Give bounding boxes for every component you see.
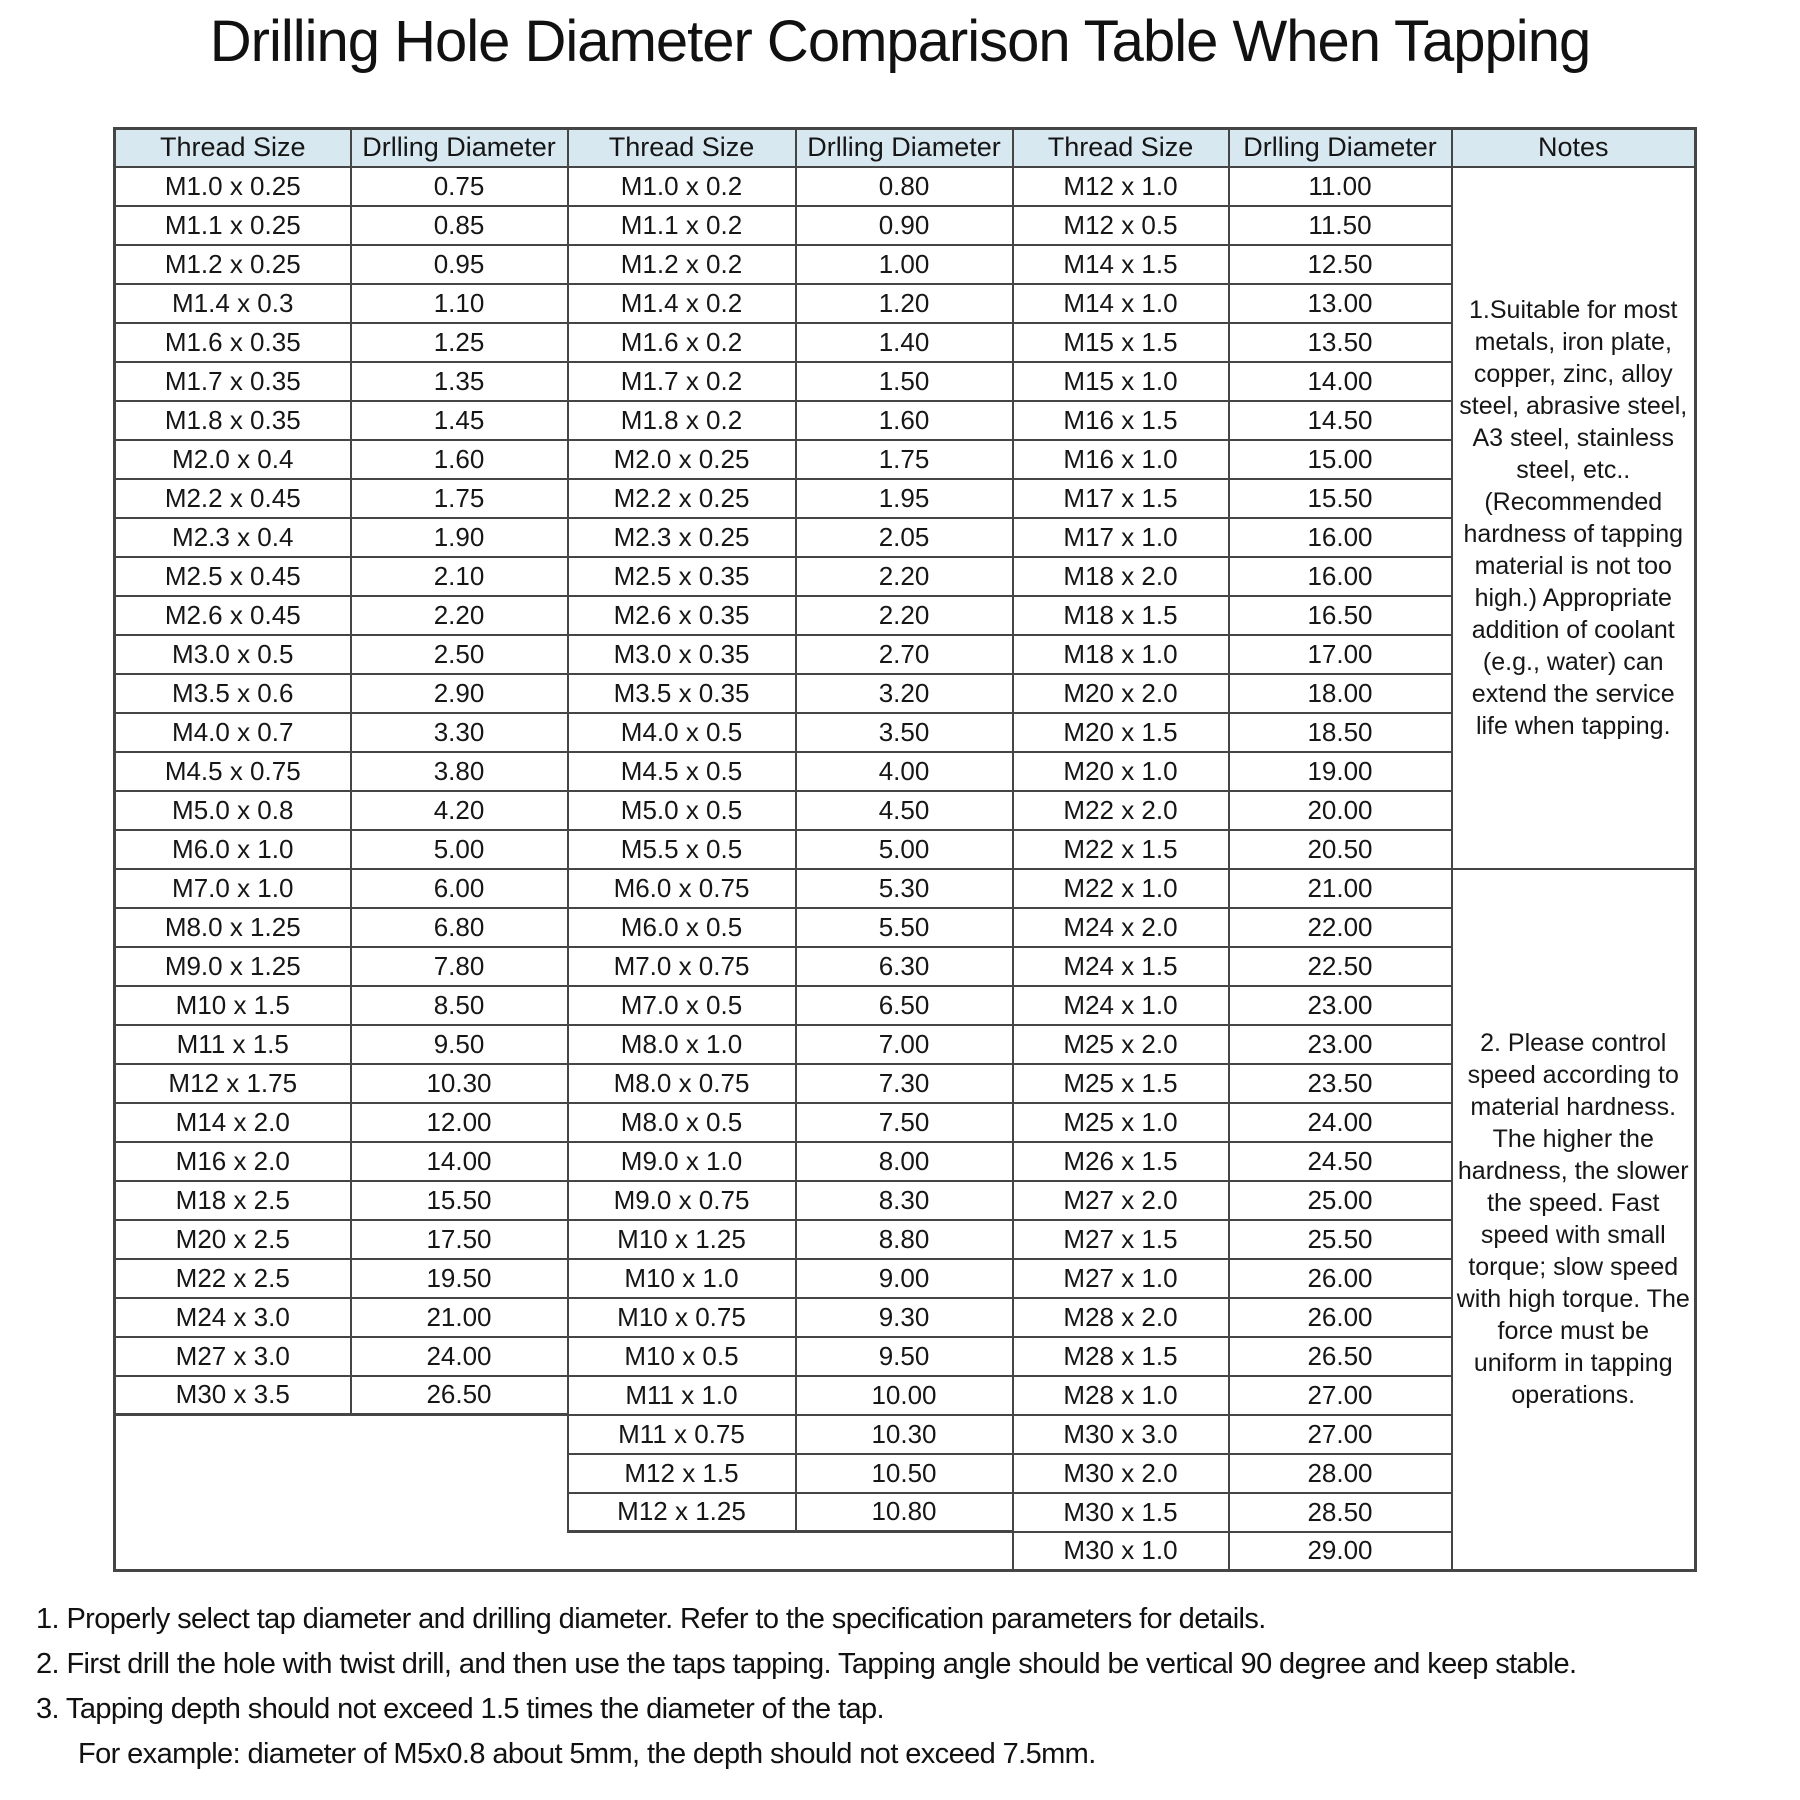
thread-size-cell: M1.8 x 0.2 [568,401,796,440]
header-thread-size-2: Thread Size [568,129,796,167]
thread-size-cell: M16 x 1.5 [1013,401,1229,440]
thread-size-cell: M1.2 x 0.2 [568,245,796,284]
drilling-diameter-cell: 2.70 [796,635,1013,674]
thread-size-cell: M1.7 x 0.35 [115,362,351,401]
drilling-diameter-cell: 1.20 [796,284,1013,323]
drilling-diameter-cell: 12.50 [1229,245,1452,284]
drilling-diameter-cell: 1.60 [351,440,568,479]
empty-cell [115,1454,351,1493]
header-drilling-diameter-1: Drlling Diameter [351,129,568,167]
drilling-diameter-cell: 3.30 [351,713,568,752]
thread-size-cell: M10 x 1.0 [568,1259,796,1298]
drilling-diameter-cell: 11.00 [1229,167,1452,206]
thread-size-cell: M14 x 1.5 [1013,245,1229,284]
thread-size-cell: M2.5 x 0.45 [115,557,351,596]
thread-size-cell: M9.0 x 1.25 [115,947,351,986]
empty-cell [115,1532,351,1571]
thread-size-cell: M22 x 1.5 [1013,830,1229,869]
drilling-diameter-cell: 5.00 [351,830,568,869]
footnote-line: For example: diameter of M5x0.8 about 5mm, the depth should not exceed 7.5mm. [78,1738,1096,1770]
drilling-diameter-cell: 20.00 [1229,791,1452,830]
drilling-diameter-cell: 18.50 [1229,713,1452,752]
drilling-diameter-cell: 1.10 [351,284,568,323]
thread-size-cell: M25 x 1.0 [1013,1103,1229,1142]
header-drilling-diameter-2: Drlling Diameter [796,129,1013,167]
drilling-diameter-cell: 10.80 [796,1493,1013,1532]
thread-size-cell: M20 x 1.5 [1013,713,1229,752]
tapping-spec-table [113,127,1697,1572]
drilling-diameter-cell: 8.80 [796,1220,1013,1259]
drilling-diameter-cell: 6.00 [351,869,568,908]
footnote-line: 3. Tapping depth should not exceed 1.5 times the diameter of the tap. [36,1693,885,1725]
drilling-diameter-cell: 11.50 [1229,206,1452,245]
drilling-diameter-cell: 13.00 [1229,284,1452,323]
thread-size-cell: M18 x 2.5 [115,1181,351,1220]
empty-cell [568,1532,796,1571]
drilling-diameter-cell: 7.00 [796,1025,1013,1064]
thread-size-cell: M10 x 0.5 [568,1337,796,1376]
thread-size-cell: M5.5 x 0.5 [568,830,796,869]
footnote-line: 2. First drill the hole with twist drill, and then use the taps tapping. Tapping angle should be vertical 90 degree and keep stable. [36,1648,1577,1680]
thread-size-cell: M26 x 1.5 [1013,1142,1229,1181]
drilling-diameter-cell: 0.75 [351,167,568,206]
drilling-diameter-cell: 4.50 [796,791,1013,830]
thread-size-cell: M24 x 2.0 [1013,908,1229,947]
thread-size-cell: M6.0 x 0.75 [568,869,796,908]
thread-size-cell: M11 x 1.5 [115,1025,351,1064]
drilling-diameter-cell: 7.30 [796,1064,1013,1103]
drilling-diameter-cell: 10.30 [351,1064,568,1103]
drilling-diameter-cell: 8.30 [796,1181,1013,1220]
thread-size-cell: M30 x 3.5 [115,1376,351,1415]
drilling-diameter-cell: 9.50 [796,1337,1013,1376]
thread-size-cell: M18 x 2.0 [1013,557,1229,596]
thread-size-cell: M30 x 2.0 [1013,1454,1229,1493]
drilling-diameter-cell: 1.75 [796,440,1013,479]
notes-cell-1: 1.Suitable for most metals, iron plate, copper, zinc, alloy steel, abrasive steel, A3 steel, stainless steel, etc..(Recommended hardness of tapping material is not too high.) Appropriate addition of coolant (e.g., water) can extend the service life when tapping. [1452,167,1696,869]
thread-size-cell: M25 x 1.5 [1013,1064,1229,1103]
thread-size-cell: M7.0 x 0.5 [568,986,796,1025]
thread-size-cell: M1.8 x 0.35 [115,401,351,440]
thread-size-cell: M30 x 3.0 [1013,1415,1229,1454]
drilling-diameter-cell: 23.00 [1229,986,1452,1025]
drilling-diameter-cell: 24.50 [1229,1142,1452,1181]
thread-size-cell: M22 x 2.0 [1013,791,1229,830]
header-thread-size-1: Thread Size [115,129,351,167]
thread-size-cell: M1.6 x 0.2 [568,323,796,362]
thread-size-cell: M3.5 x 0.6 [115,674,351,713]
thread-size-cell: M5.0 x 0.8 [115,791,351,830]
drilling-diameter-cell: 7.80 [351,947,568,986]
thread-size-cell: M15 x 1.5 [1013,323,1229,362]
drilling-diameter-cell: 4.20 [351,791,568,830]
drilling-diameter-cell: 19.50 [351,1259,568,1298]
drilling-diameter-cell: 1.40 [796,323,1013,362]
header-notes: Notes [1452,129,1696,167]
drilling-diameter-cell: 5.50 [796,908,1013,947]
empty-cell [351,1493,568,1532]
thread-size-cell: M15 x 1.0 [1013,362,1229,401]
empty-cell [351,1415,568,1454]
thread-size-cell: M4.5 x 0.5 [568,752,796,791]
thread-size-cell: M4.0 x 0.7 [115,713,351,752]
drilling-diameter-cell: 7.50 [796,1103,1013,1142]
thread-size-cell: M11 x 1.0 [568,1376,796,1415]
thread-size-cell: M4.5 x 0.75 [115,752,351,791]
drilling-diameter-cell: 1.25 [351,323,568,362]
thread-size-cell: M12 x 1.25 [568,1493,796,1532]
thread-size-cell: M8.0 x 1.0 [568,1025,796,1064]
drilling-diameter-cell: 26.00 [1229,1298,1452,1337]
footnotes [36,1597,1800,1777]
thread-size-cell: M20 x 2.5 [115,1220,351,1259]
thread-size-cell: M2.3 x 0.4 [115,518,351,557]
drilling-diameter-cell: 0.80 [796,167,1013,206]
drilling-diameter-cell: 16.50 [1229,596,1452,635]
thread-size-cell: M2.6 x 0.45 [115,596,351,635]
thread-size-cell: M7.0 x 1.0 [115,869,351,908]
empty-cell [115,1493,351,1532]
drilling-diameter-cell: 28.50 [1229,1493,1452,1532]
header-drilling-diameter-3: Drlling Diameter [1229,129,1452,167]
drilling-diameter-cell: 12.00 [351,1103,568,1142]
thread-size-cell: M17 x 1.0 [1013,518,1229,557]
thread-size-cell: M14 x 1.0 [1013,284,1229,323]
drilling-diameter-cell: 27.00 [1229,1376,1452,1415]
drilling-diameter-cell: 1.60 [796,401,1013,440]
drilling-diameter-cell: 26.00 [1229,1259,1452,1298]
thread-size-cell: M27 x 1.5 [1013,1220,1229,1259]
drilling-diameter-cell: 29.00 [1229,1532,1452,1571]
thread-size-cell: M18 x 1.5 [1013,596,1229,635]
drilling-diameter-cell: 2.20 [796,557,1013,596]
thread-size-cell: M4.0 x 0.5 [568,713,796,752]
drilling-diameter-cell: 8.00 [796,1142,1013,1181]
drilling-diameter-cell: 1.35 [351,362,568,401]
thread-size-cell: M2.0 x 0.4 [115,440,351,479]
thread-size-cell: M12 x 0.5 [1013,206,1229,245]
thread-size-cell: M1.0 x 0.25 [115,167,351,206]
thread-size-cell: M28 x 1.5 [1013,1337,1229,1376]
thread-size-cell: M2.6 x 0.35 [568,596,796,635]
drilling-diameter-cell: 24.00 [1229,1103,1452,1142]
page-title: Drilling Hole Diameter Comparison Table When Tapping [209,9,1591,74]
thread-size-cell: M16 x 2.0 [115,1142,351,1181]
thread-size-cell: M1.4 x 0.2 [568,284,796,323]
drilling-diameter-cell: 3.50 [796,713,1013,752]
thread-size-cell: M5.0 x 0.5 [568,791,796,830]
thread-size-cell: M27 x 1.0 [1013,1259,1229,1298]
empty-cell [351,1532,568,1571]
notes-cell-2: 2. Please control speed according to material hardness. The higher the hardness, the slower the speed. Fast speed with small torque; slow speed with high torque. The force must be uniform in tapping operations. [1452,869,1696,1571]
drilling-diameter-cell: 6.30 [796,947,1013,986]
empty-cell [115,1415,351,1454]
thread-size-cell: M12 x 1.75 [115,1064,351,1103]
thread-size-cell: M14 x 2.0 [115,1103,351,1142]
thread-size-cell: M22 x 1.0 [1013,869,1229,908]
drilling-diameter-cell: 17.50 [351,1220,568,1259]
header-thread-size-3: Thread Size [1013,129,1229,167]
thread-size-cell: M2.0 x 0.25 [568,440,796,479]
thread-size-cell: M27 x 3.0 [115,1337,351,1376]
drilling-diameter-cell: 1.75 [351,479,568,518]
drilling-diameter-cell: 2.50 [351,635,568,674]
drilling-diameter-cell: 10.30 [796,1415,1013,1454]
thread-size-cell: M16 x 1.0 [1013,440,1229,479]
drilling-diameter-cell: 1.95 [796,479,1013,518]
thread-size-cell: M6.0 x 1.0 [115,830,351,869]
thread-size-cell: M11 x 0.75 [568,1415,796,1454]
drilling-diameter-cell: 28.00 [1229,1454,1452,1493]
thread-size-cell: M3.5 x 0.35 [568,674,796,713]
thread-size-cell: M10 x 0.75 [568,1298,796,1337]
drilling-diameter-cell: 9.50 [351,1025,568,1064]
drilling-diameter-cell: 4.00 [796,752,1013,791]
drilling-diameter-cell: 0.95 [351,245,568,284]
thread-size-cell: M1.1 x 0.2 [568,206,796,245]
thread-size-cell: M9.0 x 1.0 [568,1142,796,1181]
thread-size-cell: M25 x 2.0 [1013,1025,1229,1064]
drilling-diameter-cell: 2.10 [351,557,568,596]
drilling-diameter-cell: 2.90 [351,674,568,713]
drilling-diameter-cell: 6.50 [796,986,1013,1025]
empty-cell [351,1454,568,1493]
drilling-diameter-cell: 23.00 [1229,1025,1452,1064]
drilling-diameter-cell: 9.30 [796,1298,1013,1337]
drilling-diameter-cell: 3.80 [351,752,568,791]
thread-size-cell: M2.2 x 0.45 [115,479,351,518]
drilling-diameter-cell: 18.00 [1229,674,1452,713]
drilling-diameter-cell: 20.50 [1229,830,1452,869]
thread-size-cell: M8.0 x 0.75 [568,1064,796,1103]
thread-size-cell: M24 x 1.5 [1013,947,1229,986]
thread-size-cell: M1.2 x 0.25 [115,245,351,284]
table-row [115,167,1696,206]
thread-size-cell: M6.0 x 0.5 [568,908,796,947]
drilling-diameter-cell: 15.50 [1229,479,1452,518]
drilling-diameter-cell: 25.00 [1229,1181,1452,1220]
drilling-diameter-cell: 2.20 [796,596,1013,635]
thread-size-cell: M10 x 1.5 [115,986,351,1025]
thread-size-cell: M9.0 x 0.75 [568,1181,796,1220]
drilling-diameter-cell: 1.45 [351,401,568,440]
drilling-diameter-cell: 14.00 [1229,362,1452,401]
thread-size-cell: M24 x 3.0 [115,1298,351,1337]
drilling-diameter-cell: 17.00 [1229,635,1452,674]
drilling-diameter-cell: 9.00 [796,1259,1013,1298]
drilling-diameter-cell: 5.30 [796,869,1013,908]
thread-size-cell: M3.0 x 0.35 [568,635,796,674]
thread-size-cell: M30 x 1.5 [1013,1493,1229,1532]
thread-size-cell: M1.4 x 0.3 [115,284,351,323]
drilling-diameter-cell: 23.50 [1229,1064,1452,1103]
drilling-diameter-cell: 26.50 [351,1376,568,1415]
drilling-diameter-cell: 2.20 [351,596,568,635]
drilling-diameter-cell: 22.50 [1229,947,1452,986]
thread-size-cell: M17 x 1.5 [1013,479,1229,518]
thread-size-cell: M2.5 x 0.35 [568,557,796,596]
drilling-diameter-cell: 1.00 [796,245,1013,284]
drilling-diameter-cell: 27.00 [1229,1415,1452,1454]
thread-size-cell: M7.0 x 0.75 [568,947,796,986]
footnote-line: 1. Properly select tap diameter and drilling diameter. Refer to the specification parameters for details. [36,1603,1266,1635]
thread-size-cell: M12 x 1.0 [1013,167,1229,206]
thread-size-cell: M3.0 x 0.5 [115,635,351,674]
drilling-diameter-cell: 10.50 [796,1454,1013,1493]
empty-cell [796,1532,1013,1571]
drilling-diameter-cell: 15.00 [1229,440,1452,479]
thread-size-cell: M1.0 x 0.2 [568,167,796,206]
drilling-diameter-cell: 10.00 [796,1376,1013,1415]
drilling-diameter-cell: 26.50 [1229,1337,1452,1376]
thread-size-cell: M28 x 2.0 [1013,1298,1229,1337]
drilling-diameter-cell: 0.90 [796,206,1013,245]
thread-size-cell: M18 x 1.0 [1013,635,1229,674]
thread-size-cell: M8.0 x 1.25 [115,908,351,947]
drilling-diameter-cell: 14.50 [1229,401,1452,440]
drilling-diameter-cell: 16.00 [1229,518,1452,557]
header-row [115,129,1696,167]
drilling-diameter-cell: 2.05 [796,518,1013,557]
drilling-diameter-cell: 13.50 [1229,323,1452,362]
thread-size-cell: M30 x 1.0 [1013,1532,1229,1571]
thread-size-cell: M28 x 1.0 [1013,1376,1229,1415]
thread-size-cell: M2.3 x 0.25 [568,518,796,557]
thread-size-cell: M12 x 1.5 [568,1454,796,1493]
thread-size-cell: M24 x 1.0 [1013,986,1229,1025]
thread-size-cell: M20 x 2.0 [1013,674,1229,713]
thread-size-cell: M1.6 x 0.35 [115,323,351,362]
drilling-diameter-cell: 3.20 [796,674,1013,713]
thread-size-cell: M22 x 2.5 [115,1259,351,1298]
drilling-diameter-cell: 19.00 [1229,752,1452,791]
thread-size-cell: M2.2 x 0.25 [568,479,796,518]
drilling-diameter-cell: 5.00 [796,830,1013,869]
thread-size-cell: M1.7 x 0.2 [568,362,796,401]
drilling-diameter-cell: 24.00 [351,1337,568,1376]
drilling-diameter-cell: 21.00 [1229,869,1452,908]
thread-size-cell: M20 x 1.0 [1013,752,1229,791]
drilling-diameter-cell: 15.50 [351,1181,568,1220]
drilling-diameter-cell: 16.00 [1229,557,1452,596]
drilling-diameter-cell: 6.80 [351,908,568,947]
drilling-diameter-cell: 22.00 [1229,908,1452,947]
drilling-diameter-cell: 0.85 [351,206,568,245]
thread-size-cell: M8.0 x 0.5 [568,1103,796,1142]
thread-size-cell: M10 x 1.25 [568,1220,796,1259]
drilling-diameter-cell: 1.50 [796,362,1013,401]
drilling-diameter-cell: 14.00 [351,1142,568,1181]
drilling-diameter-cell: 8.50 [351,986,568,1025]
drilling-diameter-cell: 21.00 [351,1298,568,1337]
table-row [115,869,1696,908]
drilling-diameter-cell: 1.90 [351,518,568,557]
drilling-diameter-cell: 25.50 [1229,1220,1452,1259]
thread-size-cell: M1.1 x 0.25 [115,206,351,245]
thread-size-cell: M27 x 2.0 [1013,1181,1229,1220]
